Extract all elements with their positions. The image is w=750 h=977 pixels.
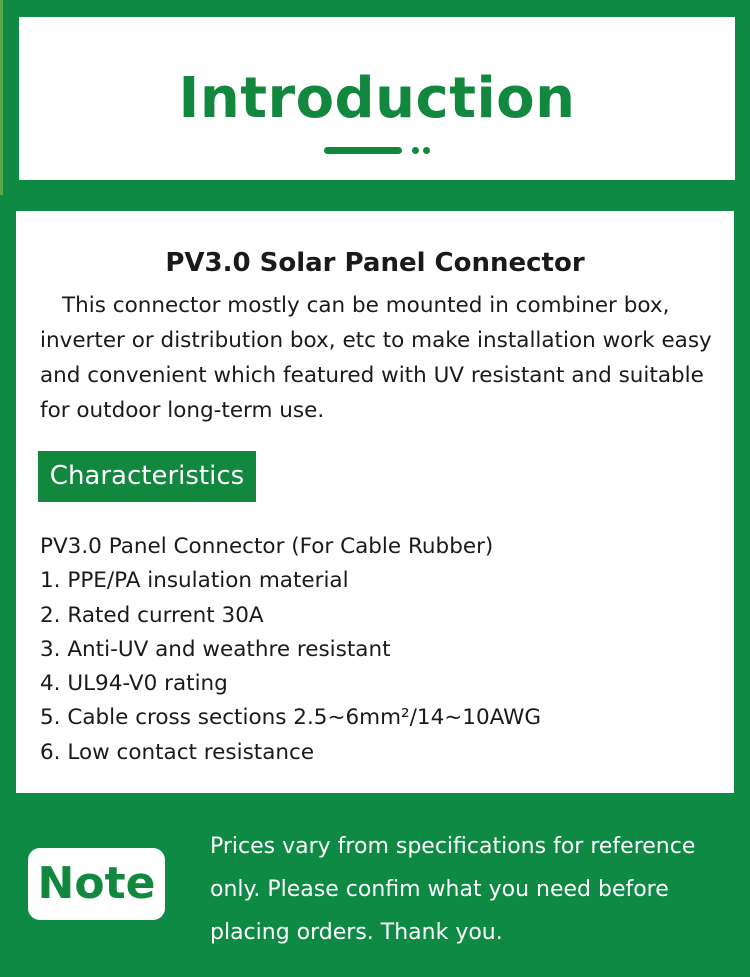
left-accent-stripe	[0, 0, 3, 195]
spec-list	[40, 530, 720, 770]
divider-bar	[324, 147, 402, 154]
divider-dot	[423, 147, 430, 154]
spec-item: 3. Anti-UV and weathre resistant	[40, 636, 391, 662]
title-divider	[324, 146, 434, 156]
spec-item: 5. Cable cross sections 2.5~6mm²/14~10AWG	[40, 705, 542, 731]
intro-header-panel	[19, 17, 735, 180]
spec-item: 4. UL94-V0 rating	[40, 671, 228, 697]
spec-item: 6. Low contact resistance	[40, 739, 315, 765]
page-title: Introduction	[178, 66, 576, 131]
product-info-panel	[16, 211, 734, 793]
note-badge: Note	[28, 848, 165, 920]
spec-subtitle: PV3.0 Panel Connector (For Cable Rubber)	[40, 534, 494, 559]
product-title: PV3.0 Solar Panel Connector	[165, 248, 585, 278]
divider-dot	[412, 147, 419, 154]
spec-item: 2. Rated current 30A	[40, 602, 264, 628]
spec-item: 1. PPE/PA insulation material	[40, 568, 349, 594]
note-text: Prices vary from specifications for reference only. Please confim what you need before placing orders. Thank you.	[210, 834, 696, 945]
characteristics-heading: Characteristics	[38, 451, 256, 502]
product-description: This connector mostly can be mounted in combiner box, inverter or distribution box, etc to make installation work easy and convenient which featured with UV resistant and suitable for outdoor long-term use.	[40, 293, 712, 423]
